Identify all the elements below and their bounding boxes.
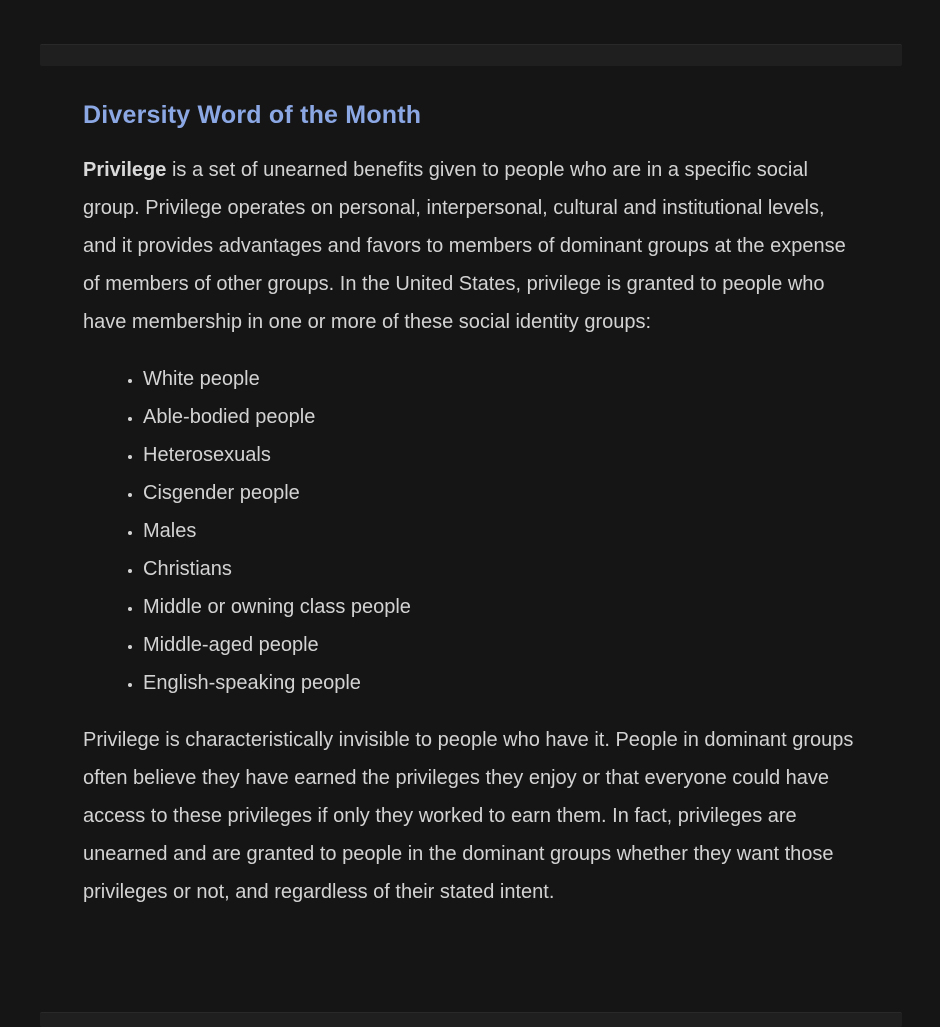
list-item: • Middle or owning class people <box>143 588 861 626</box>
top-divider-band <box>40 44 902 66</box>
list-item: • Middle-aged people <box>143 626 861 664</box>
list-item: • Able-bodied people <box>143 398 861 436</box>
outro-paragraph: Privilege is characteristically invisible to people who have it. People in dominant groups often believe they have earned the privileges they enjoy or that everyone could have access to these privileges if only they worked to earn them. In fact, privileges are unearned and are granted to people in the dominant groups whether they want those privileges or not, and regardless of their stated intent. <box>83 729 854 903</box>
article-body <box>83 98 861 911</box>
list-item: • Christians <box>143 550 861 588</box>
identity-groups-list <box>83 360 861 702</box>
list-item: • Males <box>143 512 861 550</box>
list-item: • Heterosexuals <box>143 436 861 474</box>
intro-paragraph-text: is a set of unearned benefits given to people who are in a specific social group. Privilege operates on personal, interpersonal, cultural and institutional levels, and it provides advantages and favors to members of dominant groups at the expense of members of other groups. In the United States, privilege is granted to people who have membership in one or more of these social identity groups: <box>83 159 846 333</box>
bottom-divider-band <box>40 1012 902 1027</box>
list-item: • Cisgender people <box>143 474 861 512</box>
page-title: Diversity Word of the Month <box>83 101 422 129</box>
intro-paragraph <box>83 151 861 341</box>
list-item: • White people <box>143 360 861 398</box>
intro-lead-word: Privilege <box>83 159 167 181</box>
list-item: • English-speaking people <box>143 664 861 702</box>
